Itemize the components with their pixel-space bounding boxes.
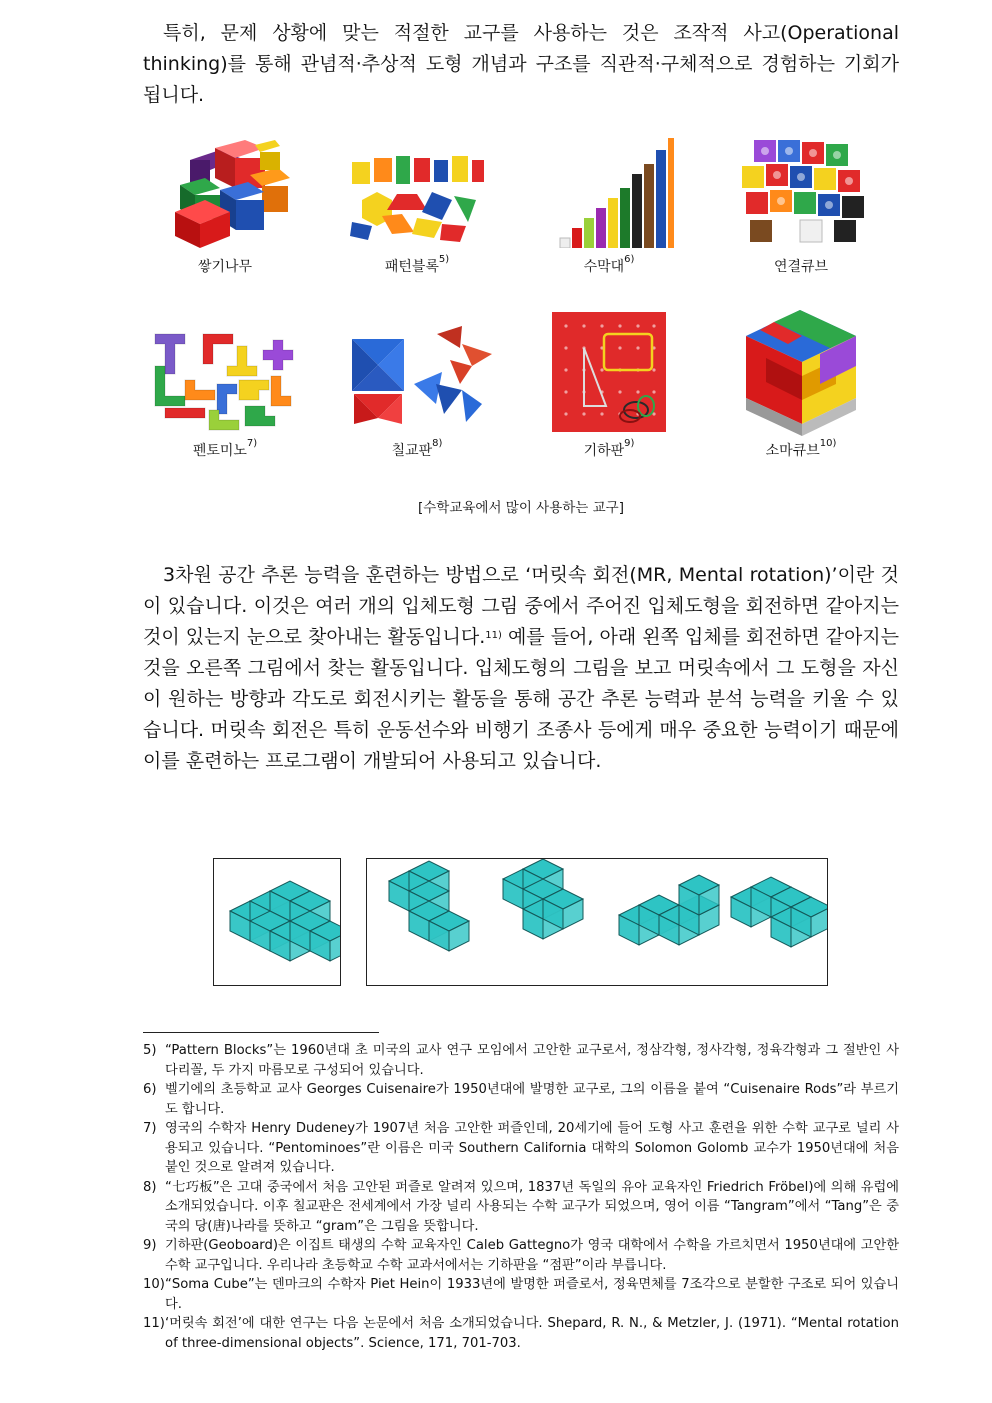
tool-label: 패턴블록$^{5)}$ [384,254,450,275]
footnote-divider [143,1032,379,1033]
footnote-7: 7) 영국의 수학자 Henry Dudeney가 1907년 처음 고안한 퍼즐인데, 20세기에 들어 도형 사고 훈련을 위한 수학 교구로 널리 사용되고 있습니다. “Pentominoes”란 이름은 미국 Southern California 대학의 Solomon Golomb 교수가 1950년대에 처음 붙인 것으로 알려져 있습니다. [143,1121,899,1175]
pentominoes-icon [160,314,290,432]
tool-pentominoes [135,314,315,460]
geoboard-icon [544,314,674,432]
tangram-icon [352,314,482,432]
tool-label: 연결큐브 [773,259,829,275]
tool-tangram [327,314,507,460]
footnote-9: 9) 기하판(Geoboard)은 이집트 태생의 수학 교육자인 Caleb Gattegno가 영국 대학에서 수학을 가르치면서 1950년대에 고안한 수학 교구입니다. 우리나라 초등학교 수학 교과서에서는 기하판을 “점판”이라 부릅니다. [143,1238,899,1273]
tool-geoboard [519,314,699,460]
footnote-8: 8) “七巧板”은 고대 중국에서 처음 고안된 퍼즐로 알려져 있으며, 1837년 독일의 유아 교육자인 Friedrich Fröbel)에 의해 유럽에 소개되었습니다. 이후 칠교판은 전세계에서 가장 널리 사용되는 수학 교구가 되었으며, 영어 이름 “Tangram”에서 “Tang”은 중국의 당(唐)나라를 뜻하고 “gram”은 그림을 뜻합니다. [143,1179,899,1234]
candidate-shapes-figure [367,859,827,985]
tool-pattern-blocks [327,130,507,276]
tool-label: 수막대$^{6)}$ [583,254,635,275]
candidate-shapes-box [366,858,828,986]
target-shape-figure [214,859,340,985]
footnote-ref: 11) [485,630,502,641]
tool-cuisenaire-rods [519,130,699,276]
intro-paragraph: 특히, 문제 상황에 맞는 적절한 교구를 사용하는 것은 조작적 사고(Operational thinking)를 통해 관념적·추상적 도형 개념과 구조를 직관적·구체적으로 경험하는 기회가 됩니다. [143,22,899,106]
tool-label: 소마큐브$^{10)}$ [765,438,837,459]
footnote-5: 5) “Pattern Blocks”는 1960년대 초 미국의 교사 연구 모임에서 고안한 교구로서, 정삼각형, 정사각형, 정육각형과 그 절반인 사다리꼴, 두 가지 마름모로 구성되어 있습니다. [143,1043,899,1078]
footnote-10: 10) “Soma Cube”는 덴마크의 수학자 Piet Hein이 1933년에 발명한 퍼즐로서, 정육면체를 7조각으로 분할한 구조로 되어 있습니다. [143,1277,899,1312]
tool-linking-cubes [711,130,891,276]
tool-label: 쌓기나무 [197,259,253,275]
cuisenaire-rods-icon [544,130,674,248]
footnote-11: 11) ‘머릿속 회전’에 대한 연구는 다음 논문에서 처음 소개되었습니다. Shepard, R. N., & Metzler, J. (1971). “Mental rotation of three-dimensional objects”. Science, 171, 701-703. [143,1316,899,1351]
footnotes [143,1041,899,1353]
linking-cubes-icon [736,130,866,248]
soma-cube-icon [736,314,866,432]
tool-soma-cube [711,314,891,460]
tool-label: 기하판$^{9)}$ [583,438,635,459]
tool-stacked-blocks [135,130,315,276]
footnote-6: 6) 벨기에의 초등학교 교사 Georges Cuisenaire가 1950년대에 발명한 교구로, 그의 이름을 붙여 “Cuisenaire Rods”라 부르기도 합니다. [143,1082,899,1117]
stacked-wooden-blocks-icon [160,130,290,248]
tool-label: 펜토미노$^{7)}$ [192,438,258,459]
tool-label: 칠교판$^{8)}$ [391,438,443,459]
mental-rotation-paragraph: 3차원 공간 추론 능력을 훈련하는 방법으로 ‘머릿속 회전(MR, Mental rotation)’이란 것이 있습니다. 이것은 여러 개의 입체도형 그림 중에서 주어진 입체도형을 회전하면 같아지는 것이 있는지 눈으로 찾아내는 활동입니다.$^{11)}$ 예를 들어, 아래 왼쪽 입체를 회전하면 같아지는 것을 오른쪽 그림에서 찾는 활동입니다. 입체도형의 그림을 보고 머릿속에서 그 도형을 자신이 원하는 방향과 각도로 회전시키는 활동을 통해 공간 추론 능력과 분석 능력을 키울 수 있습니다. 머릿속 회전은 특히 운동선수와 비행기 조종사 등에게 매우 중요한 능력이기 때문에 이를 훈련하는 프로그램이 개발되어 사용되고 있습니다. [143,564,900,772]
pattern-blocks-icon [352,130,482,248]
figure-caption: [수학교육에서 많이 사용하는 교구] [418,500,624,516]
target-shape-box [213,858,341,986]
